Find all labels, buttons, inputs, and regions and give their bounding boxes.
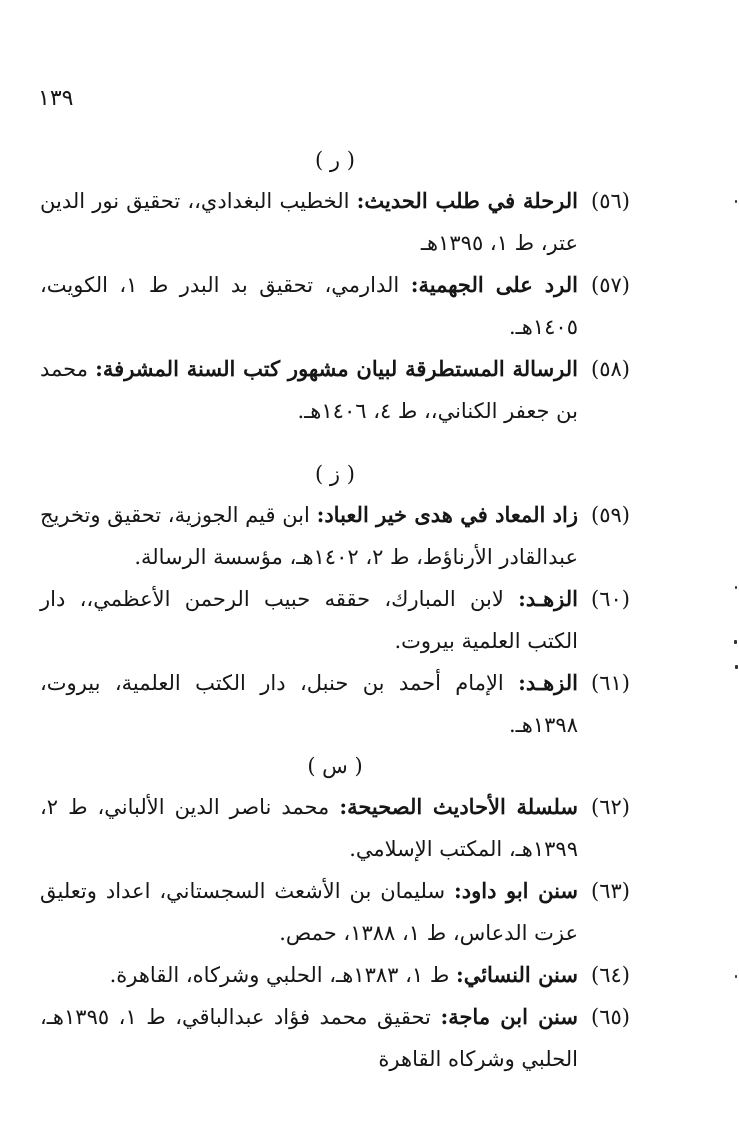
scan-speck — [735, 200, 737, 203]
entry-number: (٦٤) — [591, 963, 630, 987]
entry-number: (٥٦) — [591, 189, 630, 213]
section-heading-ra: ( ر ) — [315, 148, 355, 172]
entry-title: الرسالة المستطرقة لبيان مشهور كتب السنة المشرفة: — [95, 356, 578, 381]
entry-details: تحقيق محمد فؤاد عبدالباقي، ط ١، ١٣٩٥هـ، الحلبي وشركاه القاهرة — [40, 1005, 578, 1071]
entry-details: محمد ناصر الدين الألباني، ط ٢، ١٣٩٩هـ، المكتب الإسلامي. — [40, 795, 578, 861]
scan-speck — [735, 586, 737, 589]
bibliography-entry — [40, 870, 630, 954]
section-heading-zay: ( ز ) — [315, 462, 355, 486]
bibliography-entry — [40, 348, 630, 432]
entry-number: (٦٣) — [591, 879, 630, 903]
entry-title: سلسلة الأحاديث الصحيحة: — [339, 794, 578, 819]
bibliography-entry — [40, 786, 630, 870]
entry-title: الزهـد: — [518, 670, 578, 695]
entry-number: (٥٩) — [591, 503, 630, 527]
entry-number: (٦٢) — [591, 795, 630, 819]
entry-title: الرحلة في طلب الحديث: — [356, 188, 578, 213]
entry-details: ط ١، ١٣٨٣هـ، الحلبي وشركاه، القاهرة. — [109, 963, 450, 987]
scan-speck — [735, 665, 738, 669]
entry-details: ابن قيم الجوزية، تحقيق وتخريج عبدالقادر الأرناؤط، ط ٢، ١٤٠٢هـ، مؤسسة الرسالة. — [40, 503, 578, 569]
bibliography-entry — [40, 996, 630, 1080]
entry-details: محمد بن جعفر الكناني،، ط ٤، ١٤٠٦هـ. — [40, 357, 578, 423]
bibliography-entry — [40, 264, 630, 348]
bibliography-entry — [40, 954, 630, 996]
bibliography-entry — [40, 494, 630, 578]
page-number: ١٣٩ — [38, 86, 74, 111]
entry-title: الزهـد: — [518, 586, 578, 611]
scan-speck — [734, 640, 737, 644]
entry-number: (٥٧) — [591, 273, 630, 297]
entry-title: زاد المعاد في هدى خير العباد: — [316, 502, 579, 527]
entry-details: الدارمي، تحقيق بد البدر ط ١، الكويت، ١٤٠٥هـ. — [40, 273, 578, 339]
entry-details: الإمام أحمد بن حنبل، دار الكتب العلمية، بيروت، ١٣٩٨هـ. — [40, 671, 578, 737]
entry-number: (٦٥) — [591, 1005, 630, 1029]
section-heading-sin: ( س ) — [307, 754, 363, 778]
bibliography-entry — [40, 578, 630, 662]
entry-title: سنن النسائي: — [455, 962, 578, 987]
entry-details: الخطيب البغدادي،، تحقيق نور الدين عتر، ط ١، ١٣٩٥هـ — [40, 189, 578, 255]
bibliography-list — [40, 140, 630, 1080]
entry-title: الرد على الجهمية: — [410, 272, 578, 297]
entry-details: سليمان بن الأشعث السجستاني، اعداد وتعليق عزت الدعاس، ط ١، ١٣٨٨، حمص. — [40, 879, 578, 945]
entry-number: (٥٨) — [591, 357, 630, 381]
bibliography-entry — [40, 662, 630, 746]
entry-number: (٦١) — [591, 671, 630, 695]
entry-details: لابن المبارك، حققه حبيب الرحمن الأعظمي،، دار الكتب العلمية بيروت. — [40, 587, 578, 653]
scan-speck — [735, 975, 737, 978]
entry-title: سنن ابن ماجة: — [440, 1004, 578, 1029]
entry-number: (٦٠) — [591, 587, 630, 611]
entry-title: سنن ابو داود: — [454, 878, 578, 903]
bibliography-entry — [40, 180, 630, 264]
